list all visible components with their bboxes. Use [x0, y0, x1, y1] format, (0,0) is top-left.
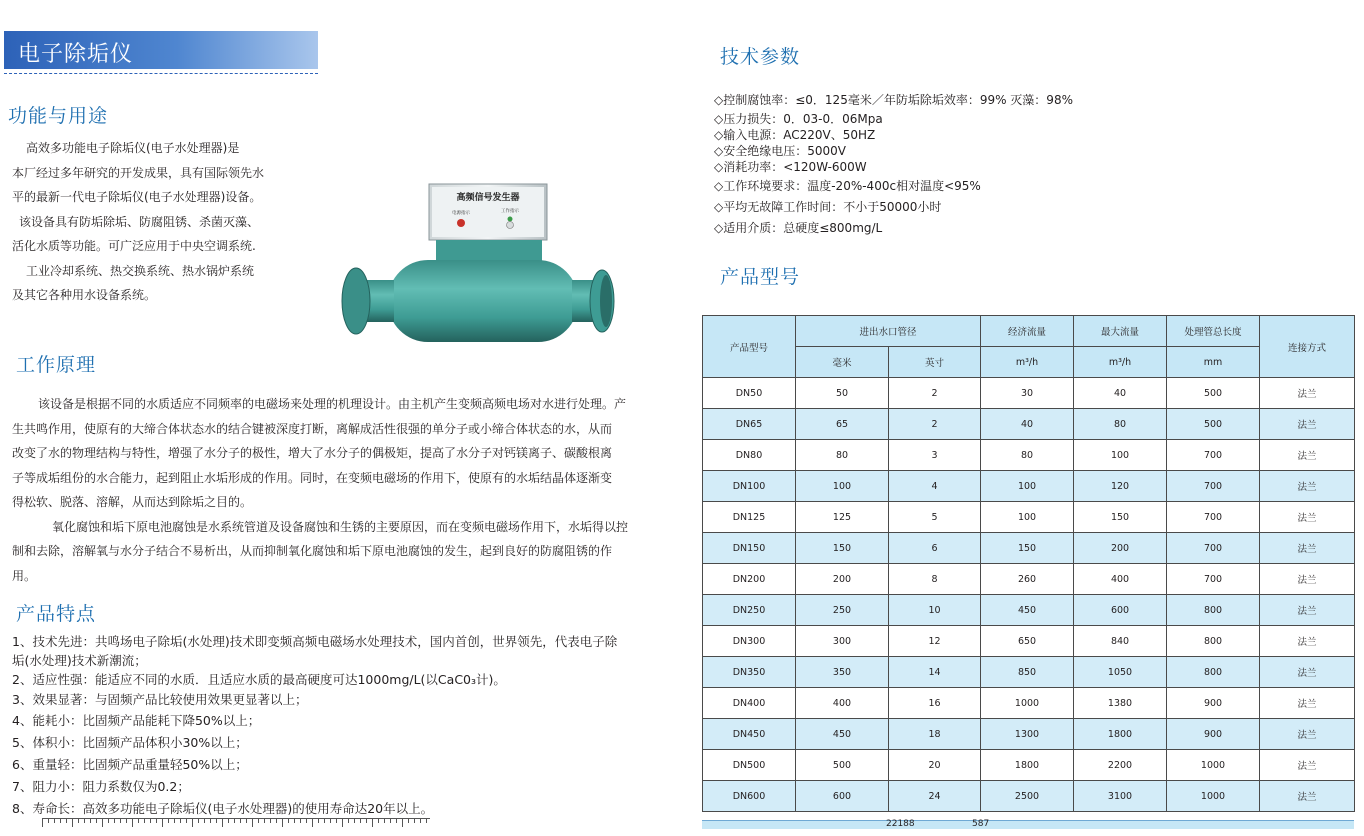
- cell-max-flow: 80: [1074, 409, 1167, 440]
- cell-mm: 100: [796, 471, 889, 502]
- cell-inch: 5: [889, 502, 981, 533]
- cell-max-flow: 120: [1074, 471, 1167, 502]
- table-footer-bar: [702, 820, 1354, 829]
- table-row: [703, 781, 1355, 812]
- work-indicator-label: 工作指示: [501, 209, 519, 214]
- cell-length: 700: [1167, 471, 1260, 502]
- cell-inch: 20: [889, 750, 981, 781]
- cell-econ-flow: 30: [981, 378, 1074, 409]
- cell-connection: 法兰: [1260, 409, 1355, 440]
- feature-item: 1、技术先进：共鸣场电子除垢(水处理)技术即变频高频电磁场水处理技术，国内首创，世界领先，代表电子除: [12, 634, 618, 649]
- cell-mm: 600: [796, 781, 889, 812]
- cell-inch: 4: [889, 471, 981, 502]
- cell-mm: 350: [796, 657, 889, 688]
- feature-item: 3、效果显著：与固频产品比较使用效果更显著以上；: [12, 692, 308, 707]
- function-line: 该设备具有防垢除垢、防腐阻锈、杀菌灭藻、: [19, 214, 260, 229]
- cell-inch: 24: [889, 781, 981, 812]
- cell-model: DN80: [703, 440, 796, 471]
- cell-model: DN150: [703, 533, 796, 564]
- table-row: [703, 657, 1355, 688]
- principle-line: 子等成垢组份的水合能力，起到阻止水垢形成的作用。同时，在变频电磁场的作用下，使原有的水垢结晶体逐渐变: [12, 470, 613, 485]
- title-underline: [4, 73, 318, 74]
- table-row: [703, 564, 1355, 595]
- cell-connection: 法兰: [1260, 688, 1355, 719]
- cell-model: DN100: [703, 471, 796, 502]
- cell-connection: 法兰: [1260, 781, 1355, 812]
- header-unit-econ: m³/h: [981, 347, 1074, 378]
- cell-connection: 法兰: [1260, 564, 1355, 595]
- models-heading: 产品型号: [720, 266, 801, 288]
- spec-item: ◇输入电源：AC220V、50HZ: [714, 128, 876, 142]
- cell-length: 500: [1167, 409, 1260, 440]
- cell-inch: 3: [889, 440, 981, 471]
- cell-econ-flow: 150: [981, 533, 1074, 564]
- principle-line: 氧化腐蚀和垢下原电池腐蚀是水系统管道及设备腐蚀和生锈的主要原因，而在变频电磁场作用下，水垢得以控: [52, 519, 629, 534]
- cell-length: 800: [1167, 657, 1260, 688]
- function-line: 活化水质等功能。可广泛应用于中央空调系统.: [12, 239, 256, 253]
- cell-mm: 400: [796, 688, 889, 719]
- footer-number: 22188: [886, 819, 915, 829]
- power-indicator-icon: [457, 219, 465, 227]
- table-row: [703, 533, 1355, 564]
- cell-model: DN300: [703, 626, 796, 657]
- spec-item: ◇消耗功率：<120W-600W: [714, 160, 867, 174]
- cell-connection: 法兰: [1260, 750, 1355, 781]
- table-row: [703, 595, 1355, 626]
- features-heading: 产品特点: [16, 603, 97, 625]
- cell-mm: 200: [796, 564, 889, 595]
- cell-max-flow: 600: [1074, 595, 1167, 626]
- cell-inch: 6: [889, 533, 981, 564]
- spec-item: ◇控制腐蚀率：≤0．125毫米／年防垢除垢效率：99% 灭藻：98%: [714, 93, 1073, 107]
- cell-model: DN450: [703, 719, 796, 750]
- table-row: [703, 471, 1355, 502]
- cell-econ-flow: 260: [981, 564, 1074, 595]
- cell-max-flow: 2200: [1074, 750, 1167, 781]
- feature-item: 5、体积小：比固频产品体积小30%以上；: [12, 735, 248, 750]
- feature-item: 6、重量轻：比固频产品重量轻50%以上；: [12, 757, 248, 772]
- cell-length: 1000: [1167, 750, 1260, 781]
- cell-max-flow: 3100: [1074, 781, 1167, 812]
- cell-max-flow: 200: [1074, 533, 1167, 564]
- cell-connection: 法兰: [1260, 626, 1355, 657]
- cell-mm: 50: [796, 378, 889, 409]
- cell-econ-flow: 80: [981, 440, 1074, 471]
- table-row: [703, 626, 1355, 657]
- feature-item: 7、阻力小：阻力系数仅为0.2；: [12, 779, 190, 794]
- specs-heading: 技术参数: [720, 46, 801, 68]
- power-indicator-label: 电源指示: [452, 211, 470, 216]
- cell-connection: 法兰: [1260, 471, 1355, 502]
- table-row: [703, 502, 1355, 533]
- table-row: [703, 409, 1355, 440]
- header-unit-max: m³/h: [1074, 347, 1167, 378]
- function-line: 高效多功能电子除垢仪(电子水处理器)是: [26, 141, 240, 155]
- header-pipe: 进出水口管径: [796, 316, 981, 347]
- cell-connection: 法兰: [1260, 378, 1355, 409]
- function-text: [12, 136, 264, 308]
- cell-econ-flow: 1800: [981, 750, 1074, 781]
- cell-max-flow: 40: [1074, 378, 1167, 409]
- spec-item: ◇平均无故障工作时间：不小于50000小时: [714, 200, 942, 214]
- cell-model: DN350: [703, 657, 796, 688]
- cell-length: 700: [1167, 502, 1260, 533]
- cell-model: DN500: [703, 750, 796, 781]
- cell-max-flow: 840: [1074, 626, 1167, 657]
- cell-mm: 65: [796, 409, 889, 440]
- cell-model: DN125: [703, 502, 796, 533]
- cell-model: DN65: [703, 409, 796, 440]
- spec-item: ◇适用介质：总硬度≤800mg/L: [714, 221, 883, 235]
- cell-length: 900: [1167, 688, 1260, 719]
- function-heading: 功能与用途: [8, 105, 109, 127]
- cell-connection: 法兰: [1260, 440, 1355, 471]
- cell-model: DN400: [703, 688, 796, 719]
- cell-mm: 250: [796, 595, 889, 626]
- header-unit-length: mm: [1167, 347, 1260, 378]
- function-line: 工业冷却系统、热交换系统、热水锅炉系统: [26, 263, 255, 278]
- cell-mm: 500: [796, 750, 889, 781]
- table-row: [703, 719, 1355, 750]
- cell-econ-flow: 1300: [981, 719, 1074, 750]
- cell-connection: 法兰: [1260, 719, 1355, 750]
- features-list: [12, 632, 617, 820]
- cell-model: DN50: [703, 378, 796, 409]
- cell-max-flow: 1800: [1074, 719, 1167, 750]
- cell-mm: 125: [796, 502, 889, 533]
- principle-line: 用。: [12, 568, 37, 583]
- spec-item: ◇压力损失：0．03-0．06Mpa: [714, 112, 883, 126]
- cell-inch: 16: [889, 688, 981, 719]
- cell-model: DN250: [703, 595, 796, 626]
- principle-line: 生共鸣作用，使原有的大缔合体状态水的结合键被深度打断，离解成活性很强的单分子或小缔合体状态的水，从而: [12, 421, 613, 436]
- product-model-table: [702, 315, 1355, 812]
- cell-mm: 150: [796, 533, 889, 564]
- cell-max-flow: 400: [1074, 564, 1167, 595]
- table-row: [703, 750, 1355, 781]
- table-row: [703, 378, 1355, 409]
- function-line: 平的最新一代电子除垢仪(电子水处理器)设备。: [12, 190, 262, 204]
- principle-line: 制和去除，溶解氧与水分子结合不易析出，从而抑制氧化腐蚀和垢下原电池腐蚀的发生，起到良好的防腐阻锈的作: [12, 544, 613, 558]
- header-connection: 连接方式: [1260, 316, 1355, 378]
- principle-text: [12, 392, 628, 588]
- cell-length: 500: [1167, 378, 1260, 409]
- feature-item: 8、寿命长：高效多功能电子除垢仪(电子水处理器)的使用寿命达20年以上。: [12, 801, 434, 816]
- cell-max-flow: 1050: [1074, 657, 1167, 688]
- header-inch: 英寸: [889, 347, 981, 378]
- cell-max-flow: 150: [1074, 502, 1167, 533]
- cell-connection: 法兰: [1260, 595, 1355, 626]
- header-mm: 毫米: [796, 347, 889, 378]
- footer-number: 587: [972, 819, 990, 829]
- cell-length: 800: [1167, 626, 1260, 657]
- table-row: [703, 440, 1355, 471]
- cell-inch: 10: [889, 595, 981, 626]
- cell-length: 700: [1167, 533, 1260, 564]
- page-ruler: [42, 818, 430, 829]
- feature-item: 2、适应性强：能适应不同的水质．且适应水质的最高硬度可达1000mg/L(以CaC0₃计)。: [12, 672, 506, 687]
- principle-line: 改变了水的物理结构与特性，增强了水分子的极性，增大了水分子的偶极矩，提高了水分子对钙镁离子、碳酸根离: [12, 446, 613, 460]
- cell-econ-flow: 450: [981, 595, 1074, 626]
- function-line: 及其它各种用水设备系统。: [12, 288, 157, 302]
- spec-item: ◇安全绝缘电压：5000V: [714, 144, 846, 158]
- page-title: 电子除垢仪: [18, 42, 134, 67]
- cell-econ-flow: 100: [981, 502, 1074, 533]
- cell-mm: 450: [796, 719, 889, 750]
- cell-connection: 法兰: [1260, 657, 1355, 688]
- cell-mm: 80: [796, 440, 889, 471]
- cell-connection: 法兰: [1260, 502, 1355, 533]
- spec-item: ◇工作环境要求：温度-20%-400c相对温度<95%: [714, 179, 981, 193]
- cell-model: DN600: [703, 781, 796, 812]
- cell-inch: 18: [889, 719, 981, 750]
- cell-connection: 法兰: [1260, 533, 1355, 564]
- cell-inch: 12: [889, 626, 981, 657]
- cell-econ-flow: 850: [981, 657, 1074, 688]
- cell-inch: 2: [889, 378, 981, 409]
- cell-max-flow: 100: [1074, 440, 1167, 471]
- cell-econ-flow: 650: [981, 626, 1074, 657]
- cell-inch: 8: [889, 564, 981, 595]
- cell-length: 900: [1167, 719, 1260, 750]
- device-panel-title: 高频信号发生器: [456, 193, 520, 203]
- function-line: 本厂经过多年研究的开发成果，具有国际领先水: [12, 165, 265, 180]
- cell-inch: 2: [889, 409, 981, 440]
- page-title-banner: [4, 31, 318, 69]
- table-row: [703, 688, 1355, 719]
- header-max-flow: 最大流量: [1074, 316, 1167, 347]
- header-econ-flow: 经济流量: [981, 316, 1074, 347]
- work-indicator-icon: [508, 217, 513, 222]
- electronic-descaler-illustration: [336, 178, 616, 348]
- feature-item: 4、能耗小：比固频产品能耗下降50%以上；: [12, 713, 261, 728]
- cell-length: 700: [1167, 564, 1260, 595]
- feature-item: 垢(水处理)技术新潮流；: [12, 653, 147, 668]
- cell-length: 700: [1167, 440, 1260, 471]
- cell-econ-flow: 2500: [981, 781, 1074, 812]
- cell-max-flow: 1380: [1074, 688, 1167, 719]
- principle-heading: 工作原理: [16, 354, 97, 376]
- cell-length: 800: [1167, 595, 1260, 626]
- header-length: 处理管总长度: [1167, 316, 1260, 347]
- principle-line: 该设备是根据不同的水质适应不同频率的电磁场来处理的机理设计。由主机产生变频高频电场对水进行处理。产: [38, 397, 627, 411]
- cell-inch: 14: [889, 657, 981, 688]
- cell-econ-flow: 100: [981, 471, 1074, 502]
- cell-model: DN200: [703, 564, 796, 595]
- cell-econ-flow: 40: [981, 409, 1074, 440]
- cell-mm: 300: [796, 626, 889, 657]
- cell-length: 1000: [1167, 781, 1260, 812]
- cell-econ-flow: 1000: [981, 688, 1074, 719]
- principle-line: 得松软、脱落、溶解，从而达到除垢之目的。: [12, 495, 253, 509]
- header-model: 产品型号: [703, 316, 796, 378]
